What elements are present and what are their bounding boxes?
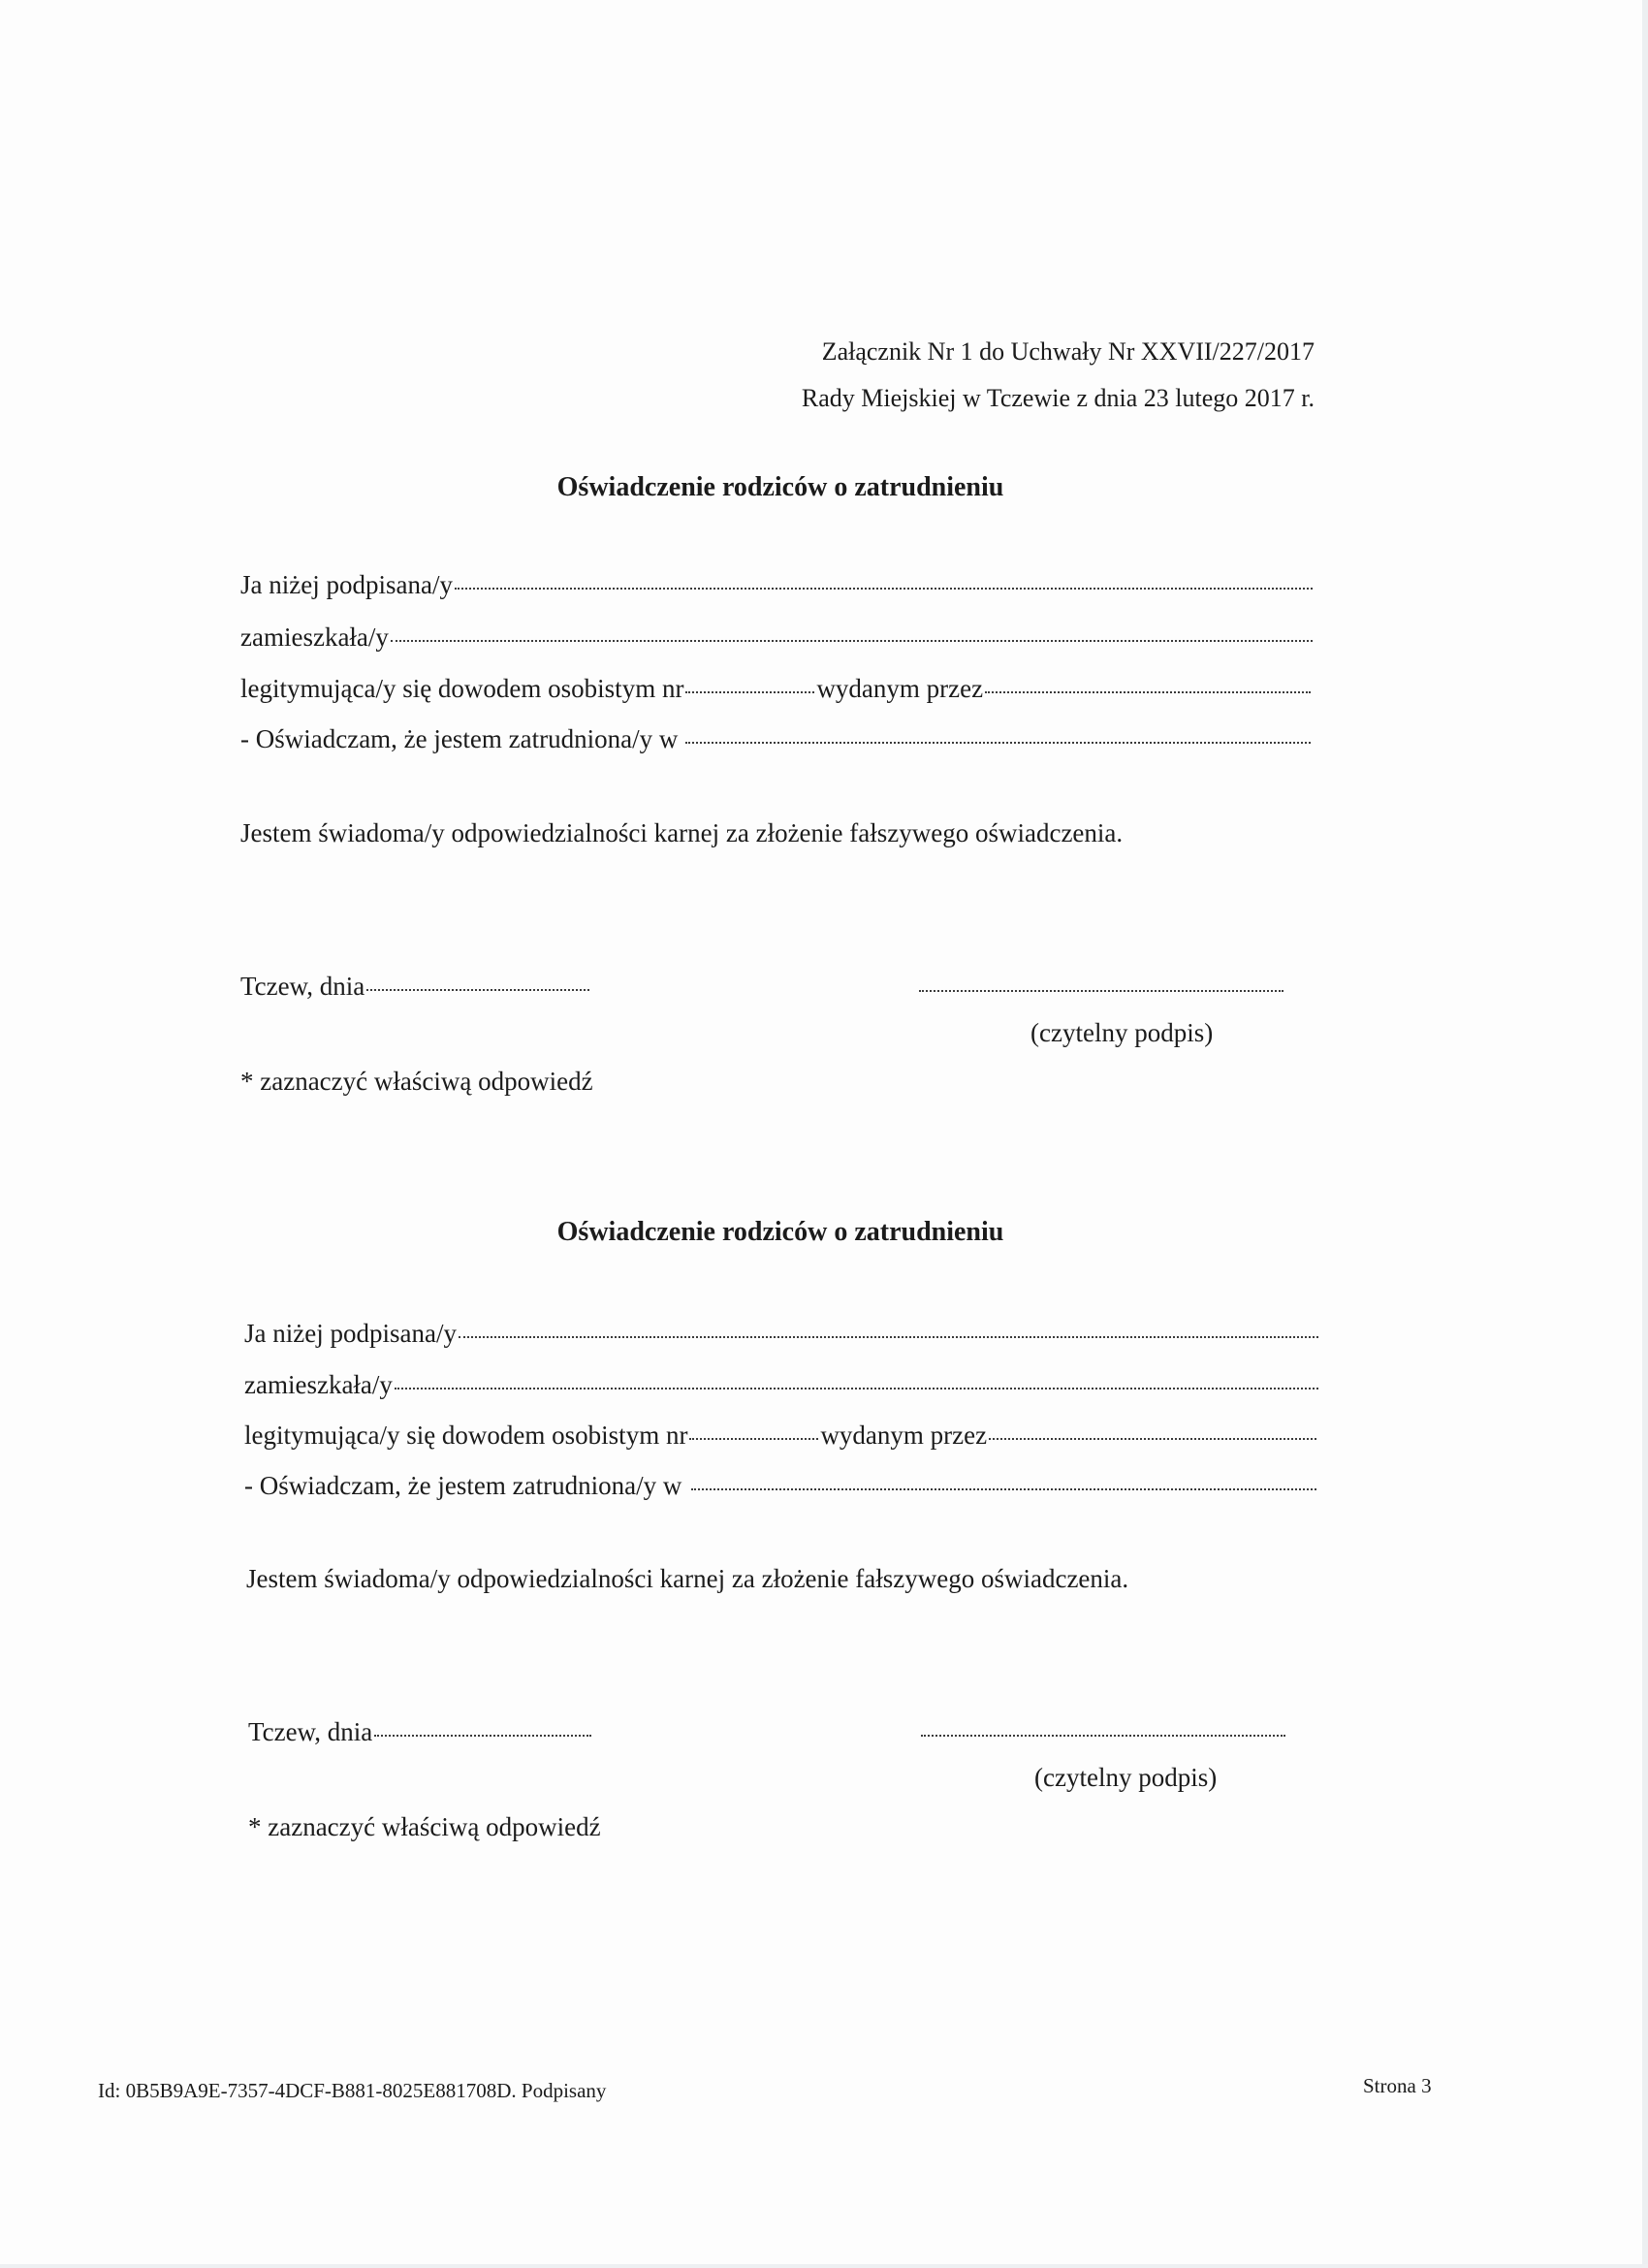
- form-2-address-label: zamieszkała/y: [244, 1370, 393, 1399]
- form-2-name-field[interactable]: [244, 1319, 1320, 1349]
- form-2-id-number-blank[interactable]: [689, 1434, 818, 1440]
- form-2-awareness: Jestem świadoma/y odpowiedzialności karnej za złożenie fałszywego oświadczenia.: [246, 1564, 1129, 1593]
- form-1-employment-label: - Oświadczam, że jestem zatrudniona/y w: [240, 724, 679, 753]
- form-1-note: * zaznaczyć właściwą odpowiedź: [240, 1067, 593, 1096]
- form-1-address-blank[interactable]: [391, 636, 1313, 642]
- form-1-employment-field[interactable]: [240, 724, 1313, 754]
- header-line-2: Rady Miejskiej w Tczewie z dnia 23 lutego 2017 r.: [801, 384, 1315, 412]
- form-1-title: Oświadczenie rodziców o zatrudnieniu: [556, 472, 1004, 502]
- form-1-signature-blank[interactable]: [919, 988, 1284, 992]
- form-1-issued-blank[interactable]: [985, 687, 1311, 693]
- form-1-date-blank[interactable]: [366, 985, 589, 991]
- form-2-name-blank[interactable]: [459, 1332, 1318, 1338]
- scan-edge-bottom: [0, 2264, 1648, 2268]
- form-2-address-blank[interactable]: [395, 1384, 1318, 1390]
- form-2-address-field[interactable]: [244, 1370, 1320, 1400]
- form-1-address-label: zamieszkała/y: [240, 623, 389, 652]
- scan-edge-right: [1642, 0, 1648, 2268]
- form-2-employment-blank[interactable]: [691, 1485, 1316, 1490]
- form-2-issued-blank[interactable]: [989, 1434, 1316, 1440]
- form-1-id-field[interactable]: [240, 674, 1313, 704]
- footer-document-id: Id: 0B5B9A9E-7357-4DCF-B881-8025E881708D. Podpisany: [98, 2079, 607, 2102]
- form-1-name-label: Ja niżej podpisana/y: [240, 570, 453, 599]
- form-2-employment-field[interactable]: [244, 1471, 1318, 1501]
- form-1-id-label: legitymująca/y się dowodem osobistym nr: [240, 674, 684, 703]
- form-1-date-label: Tczew, dnia: [240, 972, 365, 1001]
- form-2-signature-blank[interactable]: [921, 1733, 1285, 1737]
- form-1-employment-blank[interactable]: [685, 738, 1311, 744]
- form-2-employment-label: - Oświadczam, że jestem zatrudniona/y w: [244, 1471, 682, 1500]
- form-2-date-field[interactable]: [248, 1717, 593, 1747]
- form-2-note: * zaznaczyć właściwą odpowiedź: [248, 1812, 601, 1841]
- form-2-title: Oświadczenie rodziców o zatrudnieniu: [556, 1217, 1004, 1247]
- form-1-name-field[interactable]: [240, 570, 1315, 600]
- form-1-awareness: Jestem świadoma/y odpowiedzialności karnej za złożenie fałszywego oświadczenia.: [240, 818, 1124, 847]
- footer-page-number: Strona 3: [1363, 2074, 1432, 2097]
- form-2-signature-label: (czytelny podpis): [1034, 1763, 1218, 1792]
- form-1-id-number-blank[interactable]: [685, 687, 814, 693]
- form-2-issued-label: wydanym przez: [820, 1421, 988, 1450]
- form-1-address-field[interactable]: [240, 623, 1315, 653]
- form-1-name-blank[interactable]: [455, 584, 1313, 590]
- form-2-name-label: Ja niżej podpisana/y: [244, 1319, 457, 1348]
- form-1-issued-label: wydanym przez: [816, 674, 984, 703]
- form-2-id-field[interactable]: [244, 1421, 1318, 1451]
- form-1-signature-label: (czytelny podpis): [1030, 1018, 1214, 1047]
- form-2-id-label: legitymująca/y się dowodem osobistym nr: [244, 1421, 688, 1450]
- form-1-date-field[interactable]: [240, 972, 591, 1002]
- header-line-1: Załącznik Nr 1 do Uchwały Nr XXVII/227/2017: [821, 337, 1315, 366]
- form-2-date-blank[interactable]: [374, 1731, 591, 1737]
- form-2-date-label: Tczew, dnia: [248, 1717, 373, 1746]
